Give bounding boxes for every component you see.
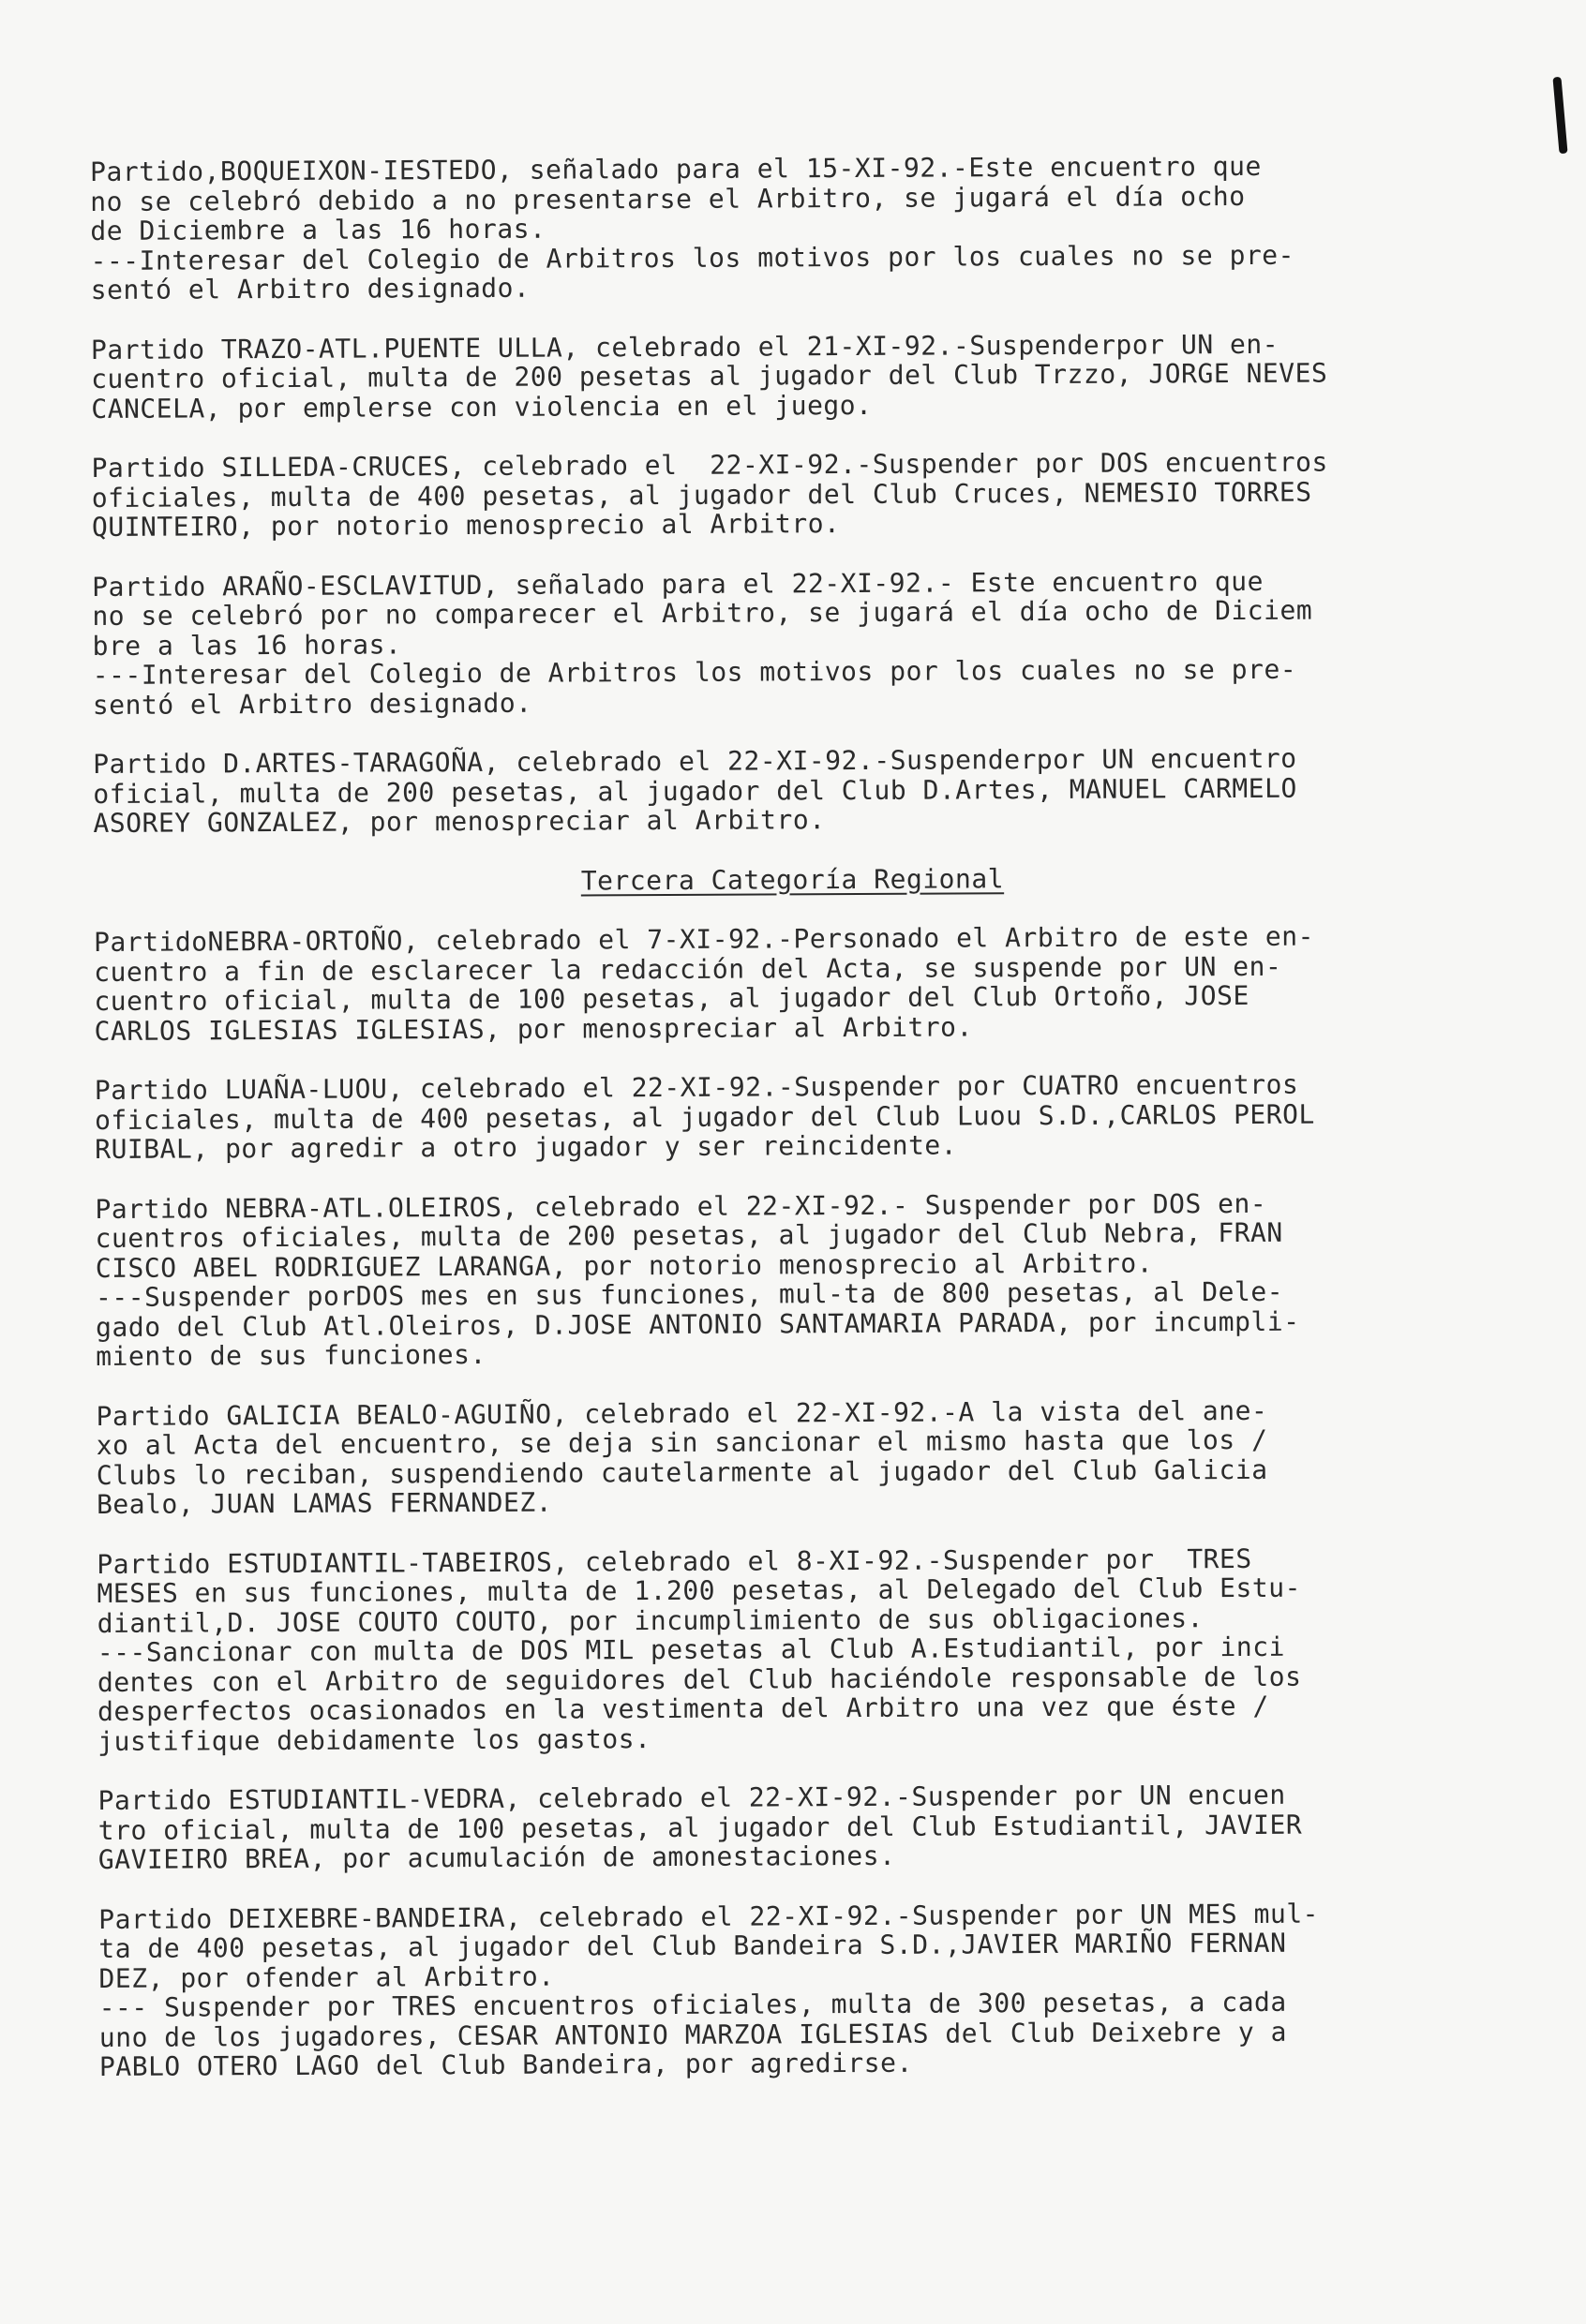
resolution-paragraph (95, 1187, 1558, 1372)
text-line: uno de los jugadores, CESAR ANTONIO MARZOA IGLESIAS del Club Deixebre y a (98, 2016, 1287, 2053)
page-edge-mark (1552, 77, 1567, 154)
text-line: no se celebró debido a no presentarse el Arbitro, se jugará el día ocho (90, 180, 1246, 217)
text-line: Partido ARAÑO-ESCLAVITUD, señalado para el 22-XI-92.- Este encuentro que (92, 565, 1264, 603)
text-line: cuentros oficiales, multa de 200 pesetas, al jugador del Club Nebra, FRAN (95, 1216, 1283, 1254)
text-line: Partido D.ARTES-TARAGOÑA, celebrado el 22-XI-92.-Suspenderpor UN encuentro (93, 742, 1297, 780)
text-line: Clubs lo reciban, suspendiendo cautelarmente al jugador del Club Galicia (96, 1453, 1268, 1491)
text-line: --- Suspender por TRES encuentros oficiales, multa de 300 pesetas, a cada (98, 1986, 1287, 2023)
text-line: Partido SILLEDA-CRUCES, celebrado el 22-XI-92.-Suspender por DOS encuentros (91, 446, 1328, 484)
text-line: Partido NEBRA-ATL.OLEIROS, celebrado el 22-XI-92.- Suspender por DOS en- (95, 1187, 1267, 1225)
text-line: DEZ, por ofender al Arbitro. (98, 1960, 555, 1994)
text-line: cuentro a fin de esclarecer la redacción del Acta, se suspende por UN en- (94, 950, 1282, 988)
text-line: oficiales, multa de 400 pesetas, al jugador del Club Luou S.D.,CARLOS PEROL (94, 1098, 1315, 1136)
resolution-paragraph (96, 1394, 1559, 1520)
text-line: bre a las 16 horas. (92, 628, 402, 662)
text-line: no se celebró por no comparecer el Arbitro, se jugará el día ocho de Diciem (92, 594, 1313, 632)
text-line: Bealo, JUAN LAMAS FERNANDEZ. (96, 1486, 553, 1520)
text-line: CANCELA, por emplerse con violencia en el juego. (91, 389, 873, 425)
text-line: CISCO ABEL RODRIGUEZ LARANGA, por notorio menosprecio al Arbitro. (95, 1246, 1154, 1284)
text-line: ---Interesar del Colegio de Arbitros los motivos por los cuales no se pre- (90, 239, 1295, 276)
text-line: gado del Club Atl.Oleiros, D.JOSE ANTONIO SANTAMARIA PARADA, por incumpli- (96, 1305, 1300, 1343)
resolution-paragraph (98, 1898, 1562, 2082)
resolution-paragraph (90, 150, 1553, 305)
document-body (90, 150, 1562, 2111)
text-line: sentó el Arbitro designado. (90, 272, 531, 305)
section-heading: Tercera Categoría Regional (580, 862, 1005, 896)
text-line: Partido DEIXEBRE-BANDEIRA, celebrado el 22-XI-92.-Suspender por UN MES mul- (98, 1898, 1320, 1935)
text-line: ---Sancionar con multa de DOS MIL pesetas al Club A.Estudiantil, por inci (97, 1631, 1285, 1668)
resolution-paragraph (94, 920, 1557, 1046)
text-line: de Diciembre a las 16 horas. (90, 213, 546, 246)
resolution-paragraph (93, 742, 1555, 838)
text-line: xo al Acta del encuentro, se deja sin sancionar el mismo hasta que los / (96, 1423, 1268, 1461)
text-line: Partido TRAZO-ATL.PUENTE ULLA, celebrado el 21-XI-92.-Suspenderpor UN en- (90, 328, 1279, 365)
text-line: Partido GALICIA BEALO-AGUIÑO, celebrado el 22-XI-92.-A la vista del ane- (96, 1394, 1268, 1432)
resolution-paragraph (92, 565, 1555, 720)
text-line: dentes con el Arbitro de seguidores del Club haciéndole responsable de los (97, 1661, 1302, 1698)
resolution-paragraph (97, 1779, 1560, 1874)
section-resolutions-block (94, 920, 1562, 2081)
text-line: cuentro oficial, multa de 200 pesetas al jugador del Club Trzzo, JORGE NEVES (91, 357, 1328, 395)
text-line: Partido,BOQUEIXON-IESTEDO, señalado para el 15-XI-92.-Este encuentro que (89, 150, 1262, 187)
resolution-paragraph (92, 446, 1554, 542)
text-line: oficiales, multa de 400 pesetas, al jugador del Club Cruces, NEMESIO TORRES (91, 476, 1312, 514)
text-line: RUIBAL, por agredir a otro jugador y ser reincidente. (95, 1129, 958, 1165)
text-line: ASOREY GONZALEZ, por menospreciar al Arbitro. (93, 804, 826, 839)
text-line: ---Interesar del Colegio de Arbitros los motivos por los cuales no se pre- (92, 653, 1297, 691)
text-line: MESES en sus funciones, multa de 1.200 pesetas, al Delegado del Club Estu- (97, 1572, 1302, 1609)
text-line: cuentro oficial, multa de 100 pesetas, al jugador del Club Ortoño, JOSE (94, 979, 1249, 1017)
text-line: Partido ESTUDIANTIL-TABEIROS, celebrado el 8-XI-92.-Suspender por TRES (97, 1542, 1252, 1580)
resolution-paragraph (91, 328, 1553, 424)
text-line: GAVIEIRO BREA, por acumulación de amonestaciones. (97, 1840, 896, 1875)
text-line: Partido ESTUDIANTIL-VEDRA, celebrado el 22-XI-92.-Suspender por UN encuen (97, 1779, 1286, 1816)
text-line: Partido LUAÑA-LUOU, celebrado el 22-XI-92.-Suspender por CUATRO encuentros (94, 1068, 1299, 1106)
text-line: PartidoNEBRA-ORTOÑO, celebrado el 7-XI-92.-Personado el Arbitro de este en- (94, 920, 1314, 958)
text-line: CARLOS IGLESIAS IGLESIAS, por menospreciar al Arbitro. (94, 1010, 973, 1047)
text-line: ta de 400 pesetas, al jugador del Club Bandeira S.D.,JAVIER MARIÑO FERNAN (98, 1927, 1287, 1964)
resolutions-block (90, 150, 1556, 838)
text-line: QUINTEIRO, por notorio menosprecio al Arbitro. (91, 508, 841, 543)
text-line: tro oficial, multa de 100 pesetas, al jugador del Club Estudiantil, JAVIER (97, 1809, 1303, 1846)
resolution-paragraph (95, 1068, 1557, 1164)
text-line: diantil,D. JOSE COUTO COUTO, por incumplimiento de sus obligaciones. (97, 1601, 1204, 1639)
text-line: ---Suspender porDOS mes en sus funciones, mul-ta de 800 pesetas, al Dele- (95, 1275, 1284, 1313)
text-line: PABLO OTERO LAGO del Club Bandeira, por agredirse. (98, 2047, 913, 2082)
resolution-paragraph (97, 1542, 1560, 1756)
text-line: desperfectos ocasionados en la vestimenta del Arbitro una vez que éste / (97, 1690, 1269, 1727)
text-line: justifique debidamente los gastos. (97, 1722, 651, 1757)
text-line: oficial, multa de 200 pesetas, al jugador del Club D.Artes, MANUEL CARMELO (93, 772, 1297, 810)
text-line: miento de sus funciones. (96, 1338, 486, 1372)
text-line: sentó el Arbitro designado. (92, 687, 532, 721)
